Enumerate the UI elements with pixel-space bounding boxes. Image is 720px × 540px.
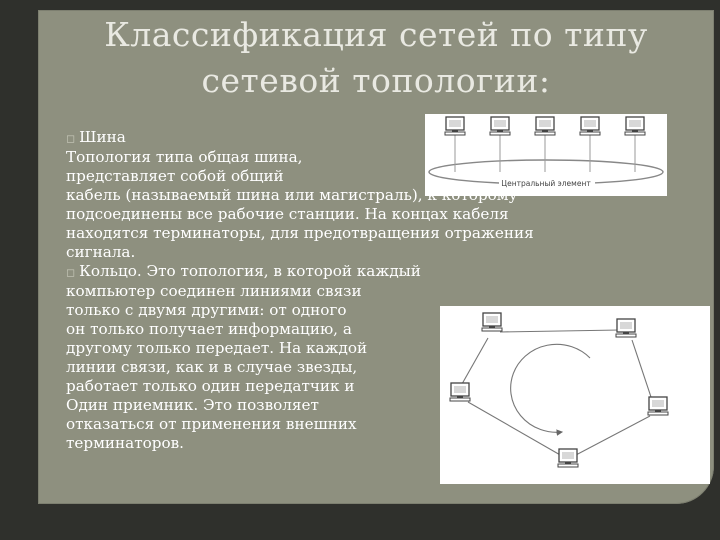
bus-text-line: Топология типа общая шина, (66, 148, 303, 166)
bullet-icon: ◻ (66, 266, 76, 279)
bus-heading: Шина (79, 128, 126, 146)
slide-title (38, 12, 714, 104)
bus-text-line: представляет собой общий (66, 167, 284, 185)
ring-text-line: отказаться от применения внешних (66, 415, 357, 433)
title-line-1: Классификация сетей по типу (104, 15, 648, 54)
ring-heading: Кольцо. Это топология, в которой каждый (79, 262, 421, 280)
ring-text-line: терминаторов. (66, 434, 185, 452)
ring-text-line: линии связи, как и в случае звезды, (66, 358, 358, 376)
bus-text-line: находятся терминаторы, для предотвращения отражения (66, 224, 534, 242)
title-line-2: сетевой топологии: (201, 61, 551, 100)
bus-text-line: подсоединены все рабочие станции. На концах кабеля (66, 205, 509, 223)
slide-body-text (66, 128, 686, 453)
ring-text-line: компьютер соединен линиями связи (66, 282, 362, 300)
bullet-icon: ◻ (66, 132, 76, 145)
ring-text-line: только с двумя другими: от одного (66, 301, 347, 319)
bus-text-line: сигнала. (66, 243, 136, 261)
ring-heading-line (66, 262, 686, 282)
ring-text-line: другому только передает. На каждой (66, 339, 368, 357)
ring-text-line: Один приемник. Это позволяет (66, 396, 319, 414)
ring-text-line: работает только один передатчик и (66, 377, 355, 395)
bus-figure-label: Центральный элемент (501, 179, 591, 188)
bus-text-line: кабель (называемый шина или магистраль), к которому (66, 186, 518, 204)
bus-heading-line (66, 128, 686, 148)
ring-text-line: он только получает информацию, а (66, 320, 352, 338)
